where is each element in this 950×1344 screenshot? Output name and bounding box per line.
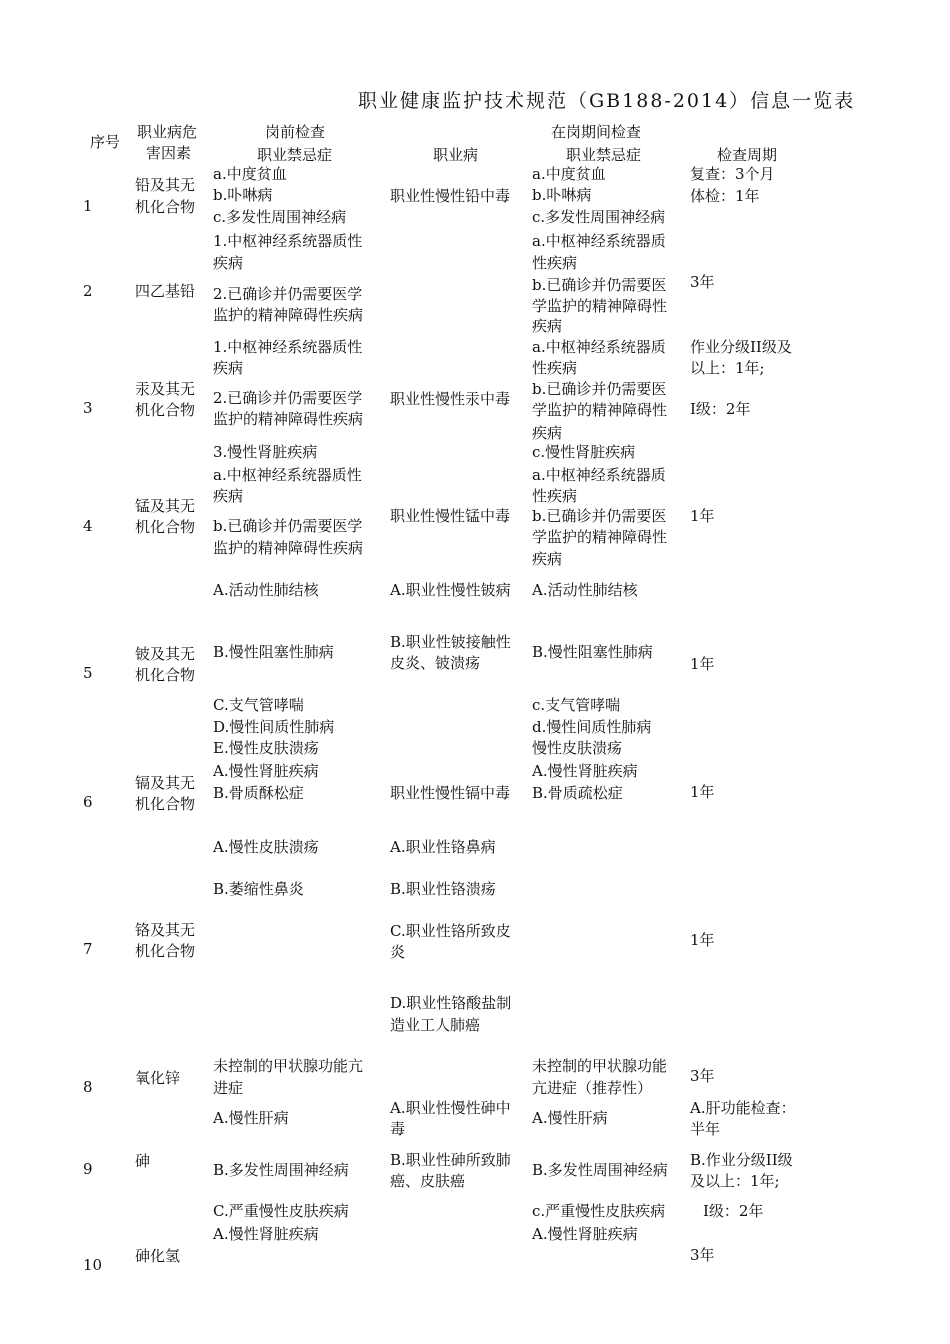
row-7-occupational-disease: A.职业性铬鼻病 — [390, 838, 496, 856]
row-6-during-contraindication: A.慢性肾脏疾病 — [532, 762, 638, 780]
row-1-pre-contraindication: c.多发性周围神经病 — [213, 208, 347, 226]
row-5-during-contraindication: 慢性皮肤溃疡 — [532, 739, 623, 757]
row-6-hazard-factor: 镉及其无 — [135, 774, 196, 792]
row-5-row-number: 5 — [83, 664, 93, 682]
row-9-row-number: 9 — [83, 1160, 93, 1178]
row-9-during-contraindication: B.多发性周围神经病 — [532, 1161, 668, 1179]
row-7-pre-contraindication: B.萎缩性鼻炎 — [213, 880, 304, 898]
page-title: 职业健康监护技术规范（GB188-2014）信息一览表 — [358, 90, 856, 112]
row-9-occupational-disease: 毒 — [390, 1120, 406, 1138]
row-1-during-contraindication: a.中度贫血 — [532, 165, 606, 183]
row-3-during-contraindication: b.已确诊并仍需要医 — [532, 380, 667, 398]
row-10-pre-contraindication: A.慢性肾脏疾病 — [213, 1225, 319, 1243]
row-3-hazard-factor: 机化合物 — [135, 401, 196, 419]
row-2-during-contraindication: a.中枢神经系统器质 — [532, 232, 666, 250]
row-7-occupational-disease: 炎 — [390, 943, 406, 961]
row-8-check-period: 3年 — [690, 1067, 715, 1085]
row-9-pre-contraindication: B.多发性周围神经病 — [213, 1161, 349, 1179]
row-8-row-number: 8 — [83, 1078, 93, 1096]
header-factor-line1: 职业病危 — [137, 123, 198, 141]
row-1-check-period: 体检：1年 — [690, 187, 760, 205]
row-6-pre-contraindication: B.骨质酥松症 — [213, 784, 304, 802]
row-2-during-contraindication: 性疾病 — [532, 254, 578, 272]
header-occupational-disease: 职业病 — [433, 146, 479, 164]
row-4-during-contraindication: 学监护的精神障碍性 — [532, 528, 668, 546]
row-3-pre-contraindication: 2.已确诊并仍需要医学 — [213, 389, 363, 407]
row-1-during-contraindication: b.卟啉病 — [532, 186, 592, 204]
row-1-hazard-factor: 铅及其无 — [135, 176, 196, 194]
row-2-hazard-factor: 四乙基铅 — [135, 282, 196, 300]
row-4-check-period: 1年 — [690, 507, 715, 525]
row-9-during-contraindication: c.严重慢性皮肤疾病 — [532, 1202, 666, 1220]
row-5-pre-contraindication: A.活动性肺结核 — [213, 581, 319, 599]
row-5-during-contraindication: A.活动性肺结核 — [532, 581, 638, 599]
row-3-pre-contraindication: 疾病 — [213, 359, 244, 377]
header-during-exam: 在岗期间检查 — [551, 123, 642, 141]
row-9-occupational-disease: 癌、皮肤癌 — [390, 1172, 466, 1190]
row-5-pre-contraindication: B.慢性阻塞性肺病 — [213, 643, 334, 661]
row-9-hazard-factor: 砷 — [135, 1152, 151, 1170]
row-6-occupational-disease: 职业性慢性镉中毒 — [390, 784, 511, 802]
row-5-check-period: 1年 — [690, 655, 715, 673]
row-7-hazard-factor: 机化合物 — [135, 942, 196, 960]
row-9-check-period: A.肝功能检查： — [690, 1099, 796, 1117]
row-3-during-contraindication: 学监护的精神障碍性 — [532, 401, 668, 419]
row-3-check-period: 作业分级II级及 — [690, 338, 792, 356]
row-6-during-contraindication: B.骨质疏松症 — [532, 784, 623, 802]
row-2-during-contraindication: 疾病 — [532, 317, 563, 335]
row-9-check-period: 半年 — [690, 1120, 721, 1138]
row-9-check-period: I级：2年 — [703, 1202, 764, 1220]
row-5-during-contraindication: B.慢性阻塞性肺病 — [532, 643, 653, 661]
row-3-during-contraindication: 疾病 — [532, 424, 563, 442]
row-7-occupational-disease: B.职业性铬溃疡 — [390, 880, 496, 898]
row-5-during-contraindication: c.支气管哮喘 — [532, 696, 621, 714]
row-3-pre-contraindication: 3.慢性肾脏疾病 — [213, 443, 318, 461]
row-5-occupational-disease: B.职业性铍接触性 — [390, 633, 511, 651]
row-1-pre-contraindication: b.卟啉病 — [213, 186, 273, 204]
header-during-contraindication: 职业禁忌症 — [566, 146, 642, 164]
row-2-during-contraindication: 学监护的精神障碍性 — [532, 297, 668, 315]
row-5-hazard-factor: 铍及其无 — [135, 645, 196, 663]
row-2-row-number: 2 — [83, 282, 93, 300]
row-6-pre-contraindication: A.慢性肾脏疾病 — [213, 762, 319, 780]
row-3-pre-contraindication: 监护的精神障碍性疾病 — [213, 410, 364, 428]
row-9-during-contraindication: A.慢性肝病 — [532, 1109, 608, 1127]
header-check-period: 检查周期 — [717, 146, 778, 164]
row-8-during-contraindication: 未控制的甲状腺功能 — [532, 1057, 668, 1075]
row-4-during-contraindication: a.中枢神经系统器质 — [532, 466, 666, 484]
row-7-row-number: 7 — [83, 940, 93, 958]
row-4-hazard-factor: 锰及其无 — [135, 497, 196, 515]
row-1-occupational-disease: 职业性慢性铅中毒 — [390, 187, 511, 205]
row-1-check-period: 复查：3个月 — [690, 165, 775, 183]
row-2-pre-contraindication: 监护的精神障碍性疾病 — [213, 306, 364, 324]
row-10-check-period: 3年 — [690, 1246, 715, 1264]
row-3-check-period: 以上：1年; — [690, 359, 765, 377]
row-3-occupational-disease: 职业性慢性汞中毒 — [390, 390, 511, 408]
row-1-pre-contraindication: a.中度贫血 — [213, 165, 287, 183]
row-5-occupational-disease: 皮炎、铍溃疡 — [390, 654, 481, 672]
row-7-check-period: 1年 — [690, 931, 715, 949]
row-3-during-contraindication: c.慢性肾脏疾病 — [532, 443, 636, 461]
row-7-occupational-disease: 造业工人肺癌 — [390, 1016, 481, 1034]
row-3-row-number: 3 — [83, 399, 93, 417]
row-4-during-contraindication: 性疾病 — [532, 487, 578, 505]
row-4-pre-contraindication: 监护的精神障碍性疾病 — [213, 539, 364, 557]
row-4-pre-contraindication: b.已确诊并仍需要医学 — [213, 517, 363, 535]
row-4-occupational-disease: 职业性慢性锰中毒 — [390, 507, 511, 525]
row-7-hazard-factor: 铬及其无 — [135, 921, 196, 939]
row-5-during-contraindication: d.慢性间质性肺病 — [532, 718, 652, 736]
row-3-during-contraindication: 性疾病 — [532, 359, 578, 377]
row-9-pre-contraindication: A.慢性肝病 — [213, 1109, 289, 1127]
row-6-check-period: 1年 — [690, 783, 715, 801]
row-3-check-period: I级：2年 — [690, 400, 751, 418]
row-9-check-period: B.作业分级II级 — [690, 1151, 793, 1169]
row-6-hazard-factor: 机化合物 — [135, 795, 196, 813]
row-8-pre-contraindication: 未控制的甲状腺功能亢 — [213, 1057, 364, 1075]
row-9-pre-contraindication: C.严重慢性皮肤疾病 — [213, 1202, 349, 1220]
header-factor-line2: 害因素 — [146, 144, 192, 162]
row-4-hazard-factor: 机化合物 — [135, 518, 196, 536]
row-1-during-contraindication: c.多发性周围神经病 — [532, 208, 666, 226]
row-5-hazard-factor: 机化合物 — [135, 666, 196, 684]
row-2-pre-contraindication: 疾病 — [213, 254, 244, 272]
header-no: 序号 — [90, 133, 121, 151]
row-2-during-contraindication: b.已确诊并仍需要医 — [532, 276, 667, 294]
row-4-pre-contraindication: 疾病 — [213, 487, 244, 505]
row-10-during-contraindication: A.慢性肾脏疾病 — [532, 1225, 638, 1243]
row-10-hazard-factor: 砷化氢 — [135, 1247, 181, 1265]
row-3-during-contraindication: a.中枢神经系统器质 — [532, 338, 666, 356]
row-5-pre-contraindication: E.慢性皮肤溃疡 — [213, 739, 319, 757]
row-9-occupational-disease: A.职业性慢性砷中 — [390, 1099, 511, 1117]
row-8-pre-contraindication: 进症 — [213, 1079, 244, 1097]
row-2-pre-contraindication: 2.已确诊并仍需要医学 — [213, 285, 363, 303]
row-3-hazard-factor: 汞及其无 — [135, 380, 196, 398]
row-10-row-number: 10 — [83, 1256, 103, 1274]
row-2-check-period: 3年 — [690, 273, 715, 291]
row-8-hazard-factor: 氧化锌 — [135, 1069, 181, 1087]
row-7-pre-contraindication: A.慢性皮肤溃疡 — [213, 838, 319, 856]
row-5-pre-contraindication: D.慢性间质性肺病 — [213, 718, 335, 736]
row-4-row-number: 4 — [83, 517, 93, 535]
row-7-occupational-disease: D.职业性铬酸盐制 — [390, 994, 512, 1012]
row-4-pre-contraindication: a.中枢神经系统器质性 — [213, 466, 362, 484]
row-2-pre-contraindication: 1.中枢神经系统器质性 — [213, 232, 363, 250]
row-5-pre-contraindication: C.支气管哮喘 — [213, 696, 304, 714]
header-pre-exam: 岗前检查 — [265, 123, 326, 141]
row-5-occupational-disease: A.职业性慢性铍病 — [390, 581, 511, 599]
row-3-pre-contraindication: 1.中枢神经系统器质性 — [213, 338, 363, 356]
row-4-during-contraindication: 疾病 — [532, 550, 563, 568]
row-1-hazard-factor: 机化合物 — [135, 198, 196, 216]
row-7-occupational-disease: C.职业性铬所致皮 — [390, 922, 511, 940]
row-8-during-contraindication: 亢进症（推荐性） — [532, 1079, 653, 1097]
row-4-during-contraindication: b.已确诊并仍需要医 — [532, 507, 667, 525]
header-pre-contraindication: 职业禁忌症 — [257, 146, 333, 164]
row-6-row-number: 6 — [83, 793, 93, 811]
row-9-occupational-disease: B.职业性砷所致肺 — [390, 1151, 511, 1169]
row-1-row-number: 1 — [83, 197, 93, 215]
row-9-check-period: 及以上：1年; — [690, 1172, 780, 1190]
